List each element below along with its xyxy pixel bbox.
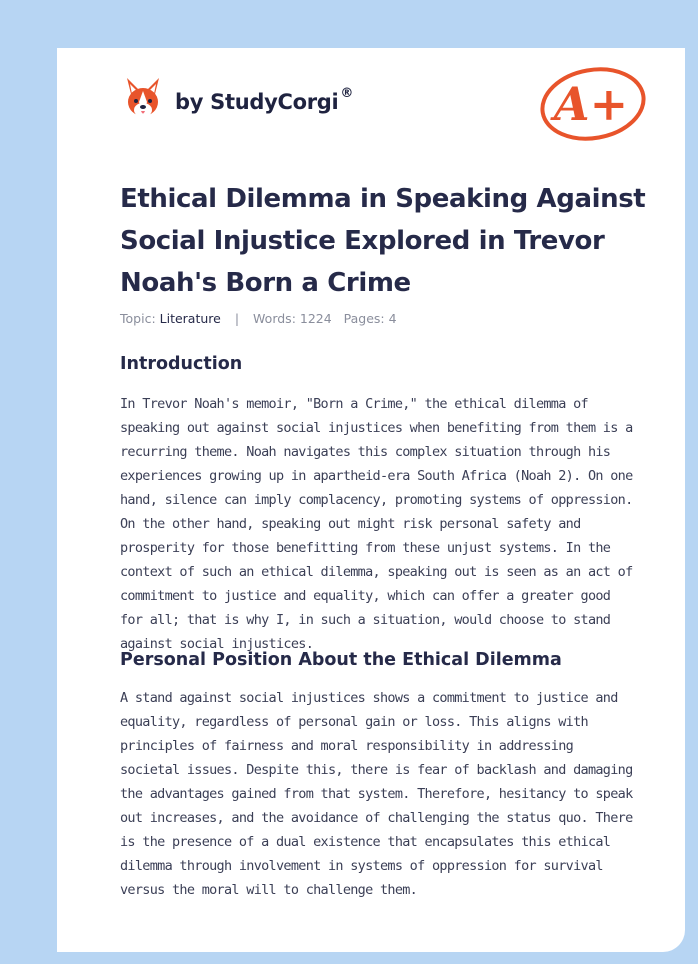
topic-label: Topic:: [120, 311, 156, 326]
section-heading-personal-position: Personal Position About the Ethical Dilemma: [120, 650, 562, 670]
meta-separator: |: [234, 311, 240, 326]
corgi-head-icon: [123, 76, 163, 120]
a-plus-grade-icon: [537, 58, 649, 142]
words-label: Words:: [253, 311, 296, 326]
brand-name: by StudyCorgi ®: [175, 86, 354, 114]
studycorgi-logo[interactable]: [123, 76, 353, 120]
page-title: Ethical Dilemma in Speaking Against Social Injustice Explored in Trevor Noah's Born a Crime: [120, 184, 646, 298]
grade-text: A+: [553, 77, 629, 131]
section-body-introduction: In Trevor Noah's memoir, "Born a Crime," the ethical dilemma of speaking out against social injustices when benefiting from them is a recurring theme. Noah navigates this complex situation through his experiences growing up in apartheid-era South Africa (Noah 2). On one hand, silence can imply complacency, promoting systems of oppression. On the other hand, speaking out might risk personal safety and prosperity for those benefitting from these unjust systems. In the context of such an ethical dilemma, speaking out is seen as an act of commitment to justice and equality, which can offer a greater good for all; that is why I, in such a situation, would choose to stand against social injustices.: [120, 396, 633, 652]
topic-link[interactable]: Literature: [159, 311, 221, 326]
document-page: [57, 48, 685, 952]
pages-count: 4: [388, 311, 397, 326]
words-count: 1224: [299, 311, 332, 326]
section-body-personal-position: A stand against social injustices shows a commitment to justice and equality, regardless of personal gain or loss. This aligns with principles of fairness and moral responsibility in addressing societal issues. Despite this, there is fear of backlash and damaging the advantages gained from that system. Therefore, hesitancy to speak out increases, and the avoidance of challenging the status quo. There is the presence of a dual existence that encapsulates this ethical dilemma through involvement in systems of oppression for survival versus the moral will to challenge them.: [120, 690, 633, 898]
document-meta: [120, 311, 397, 326]
pages-label: Pages:: [343, 311, 385, 326]
section-heading-introduction: Introduction: [120, 354, 243, 374]
registered-mark: ®: [340, 86, 354, 101]
